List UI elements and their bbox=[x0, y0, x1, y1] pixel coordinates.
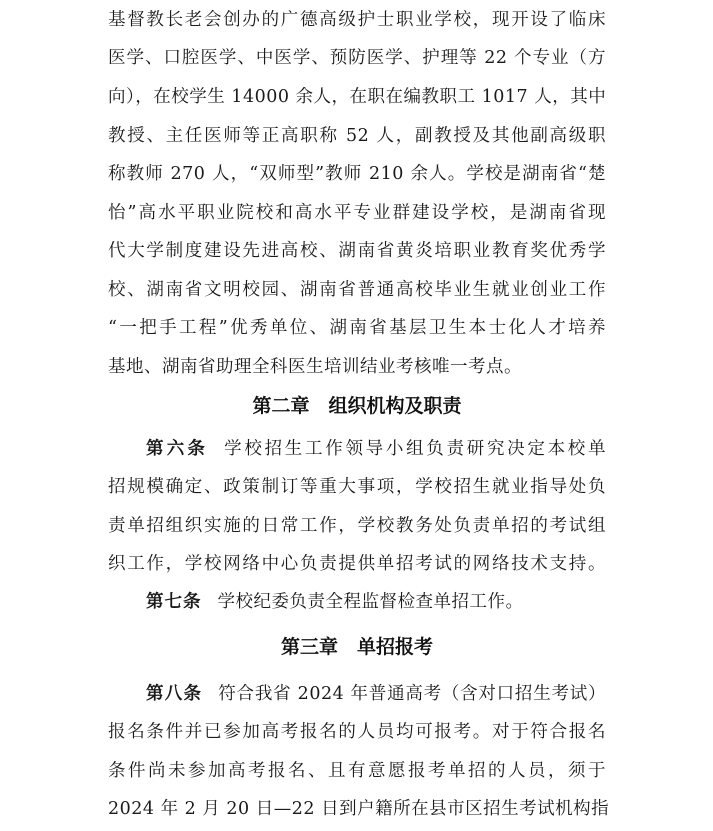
chapter-heading: 第三章 单招报考 bbox=[280, 636, 433, 658]
paragraph-line: 校、湖南省文明校园、湖南省普通高校毕业生就业创业工作 bbox=[108, 280, 606, 300]
article-first-line bbox=[108, 430, 606, 468]
article-label: 第六条 bbox=[146, 439, 209, 459]
chapter-heading: 第二章 组织机构及职责 bbox=[252, 395, 462, 417]
paragraph-line: 向），在校学生 14000 余人，在职在编教职工 1017 人，其中 bbox=[108, 87, 607, 107]
paragraph-line: 基地、湖南省助理全科医生培训结业考核唯一考点。 bbox=[108, 357, 522, 377]
article-text: 学校招生工作领导小组负责研究决定本校单 bbox=[224, 439, 607, 459]
paragraph-line: 称教师 270 人，“双师型”教师 210 余人。学校是湖南省“楚 bbox=[108, 164, 606, 184]
paragraph-line: 招规模确定、政策制订等重大事项，学校招生就业指导处负 bbox=[108, 477, 606, 497]
paragraph-line: 织工作，学校网络中心负责提供单招考试的网络技术支持。 bbox=[108, 554, 606, 574]
paragraph-line: 怡”高水平职业院校和高水平专业群建设学校，是湖南省现 bbox=[108, 203, 606, 223]
article-label: 第八条 bbox=[146, 684, 203, 704]
paragraph-line: “一把手工程”优秀单位、湖南省基层卫生本士化人才培养 bbox=[108, 318, 606, 338]
paragraph-line: 条件尚未参加高考报名、且有意愿报考单招的人员，须于 bbox=[108, 761, 606, 781]
article-first-line bbox=[108, 583, 606, 621]
paragraph-line: 2024 年 2 月 20 日—22 日到户籍所在县市区招生考试机构指 bbox=[108, 799, 610, 819]
article-label: 第七条 bbox=[146, 592, 202, 612]
paragraph-line: 医学、口腔医学、中医学、预防医学、护理等 22 个专业（方 bbox=[108, 48, 606, 68]
article-text: 符合我省 2024 年普通高考（含对口招生考试） bbox=[218, 684, 606, 704]
article-text: 学校纪委负责全程监督检查单招工作。 bbox=[217, 592, 524, 612]
paragraph-line: 代大学制度建设先进高校、湖南省黄炎培职业教育奖优秀学 bbox=[108, 241, 606, 261]
paragraph-line: 基督教长老会创办的广德高级护士职业学校，现开设了临床 bbox=[108, 10, 606, 30]
paragraph-line: 教授、主任医师等正高职称 52 人，副教授及其他副高级职 bbox=[108, 126, 606, 146]
paragraph-line: 报名条件并已参加高考报名的人员均可报考。对于符合报名 bbox=[108, 722, 606, 742]
paragraph-line: 责单招组织实施的日常工作，学校教务处负责单招的考试组 bbox=[108, 516, 606, 536]
article-first-line bbox=[108, 675, 606, 713]
